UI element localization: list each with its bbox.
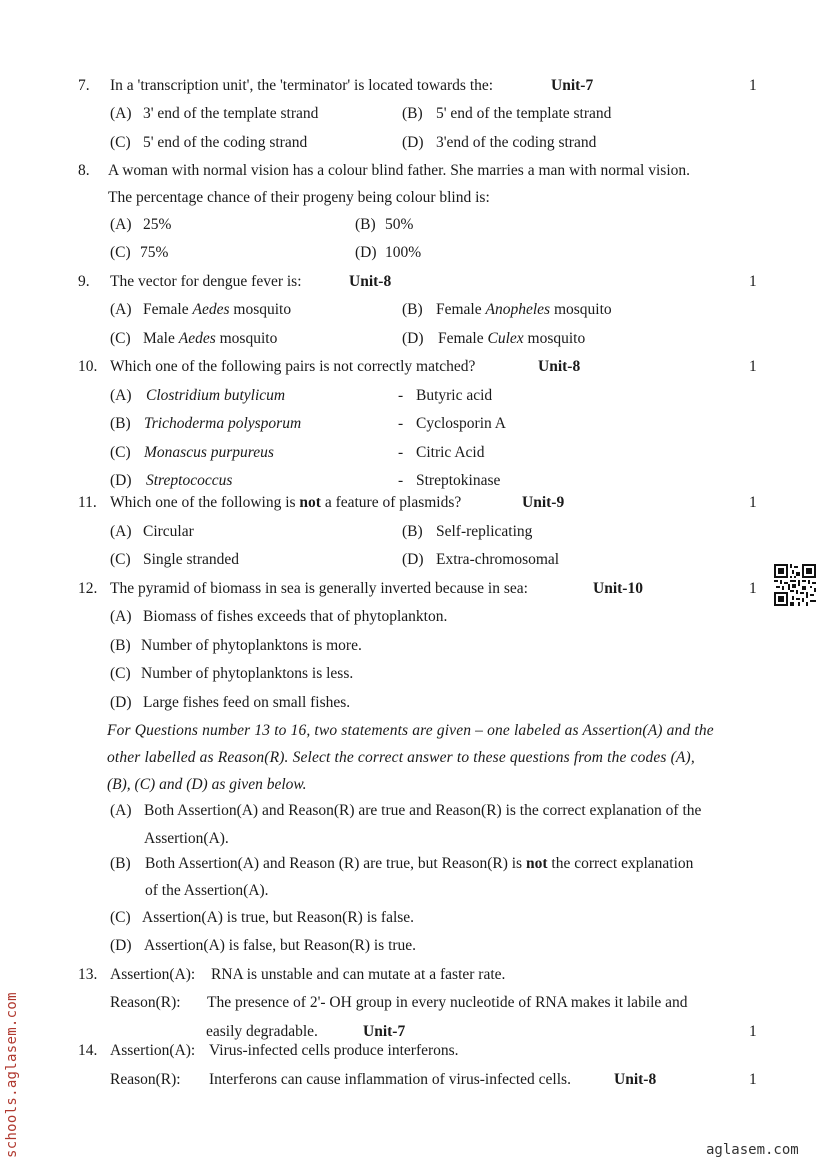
product-name: Cyclosporin A — [416, 415, 506, 432]
code-text: Assertion(A). — [144, 830, 229, 847]
option-text: 5' end of the coding strand — [143, 134, 308, 151]
question-number: 13. — [78, 966, 98, 983]
dash: - — [398, 415, 404, 432]
question-text: The percentage chance of their progeny being colour blind is: — [108, 189, 490, 206]
unit-label: Unit-7 — [551, 77, 594, 94]
qr-code-icon — [774, 564, 816, 606]
question-text — [110, 493, 461, 513]
side-watermark: schools.aglasem.com — [4, 992, 20, 1158]
product-name: Butyric acid — [416, 387, 493, 404]
marks: 1 — [749, 77, 757, 94]
organism-name: Aedes — [192, 301, 230, 318]
code-text: of the Assertion(A). — [145, 882, 269, 899]
option-post: mosquito — [553, 301, 612, 318]
footer-watermark: aglasem.com — [706, 1142, 799, 1158]
option-label: (B) — [402, 523, 423, 540]
option-text: Biomass of fishes exceeds that of phytoplankton. — [143, 608, 448, 625]
code-text-post: the correct explanation — [551, 855, 694, 872]
option-post: mosquito — [219, 330, 278, 347]
organism-name: Trichoderma polysporum — [144, 415, 302, 432]
code-text: Both Assertion(A) and Reason(R) are true and Reason(R) is the correct explanation of the — [144, 802, 702, 819]
question-number: 14. — [78, 1042, 98, 1059]
instruction-line: other labelled as Reason(R). Select the correct answer to these questions from the codes (A), — [107, 749, 695, 766]
option-label: (D) — [110, 472, 132, 489]
option-text — [436, 300, 612, 320]
option-text: Self-replicating — [436, 523, 533, 540]
reason-text: Interferons can cause inflammation of virus-infected cells. — [209, 1071, 571, 1088]
organism-name: Streptococcus — [146, 472, 233, 489]
option-label: (D) — [402, 551, 424, 568]
assertion-text: RNA is unstable and can mutate at a faster rate. — [211, 966, 506, 983]
option-label: (C) — [110, 134, 131, 151]
option-text: Circular — [143, 523, 194, 540]
option-label: (D) — [402, 330, 424, 347]
assertion-label: Assertion(A): — [110, 1042, 196, 1059]
question-text: In a 'transcription unit', the 'terminator' is located towards the: — [110, 77, 494, 94]
emphasis-not: not — [299, 494, 321, 511]
option-text — [438, 329, 585, 349]
option-label: (A) — [110, 301, 132, 318]
option-label: (C) — [110, 330, 131, 347]
option-text — [143, 329, 277, 349]
reason-label: Reason(R): — [110, 1071, 181, 1088]
option-label: (D) — [110, 694, 132, 711]
marks: 1 — [749, 1023, 757, 1040]
code-label: (B) — [110, 855, 131, 872]
option-label: (C) — [110, 665, 131, 682]
reason-text: easily degradable. — [206, 1023, 318, 1040]
organism-name: Culex — [487, 330, 524, 347]
option-text: 100% — [385, 244, 422, 261]
organism-name: Clostridium butylicum — [146, 387, 286, 404]
question-text-pre: Which one of the following is — [110, 494, 296, 511]
marks: 1 — [749, 358, 757, 375]
option-pre: Female — [438, 330, 484, 347]
option-text: Number of phytoplanktons is less. — [141, 665, 354, 682]
option-text: Extra-chromosomal — [436, 551, 560, 568]
option-label: (B) — [110, 415, 131, 432]
option-text: 25% — [143, 216, 172, 233]
code-text: Assertion(A) is true, but Reason(R) is false. — [142, 909, 415, 926]
option-text: 3' end of the template strand — [143, 105, 319, 122]
option-label: (B) — [110, 637, 131, 654]
code-label: (D) — [110, 937, 132, 954]
code-text — [145, 854, 693, 874]
question-text-post: a feature of plasmids? — [324, 494, 462, 511]
option-text: Large fishes feed on small fishes. — [143, 694, 351, 711]
option-label: (B) — [402, 105, 423, 122]
question-text: The vector for dengue fever is: — [110, 273, 302, 290]
unit-label: Unit-8 — [349, 273, 392, 290]
option-label: (A) — [110, 216, 132, 233]
reason-label: Reason(R): — [110, 994, 181, 1011]
option-text: 3'end of the coding strand — [436, 134, 597, 151]
question-number: 11. — [78, 494, 97, 511]
option-label: (A) — [110, 523, 132, 540]
question-number: 9. — [78, 273, 90, 290]
question-number: 10. — [78, 358, 98, 375]
product-name: Citric Acid — [416, 444, 485, 461]
emphasis-not: not — [525, 855, 548, 872]
code-text: Assertion(A) is false, but Reason(R) is true. — [144, 937, 417, 954]
instruction-line: (B), (C) and (D) as given below. — [107, 776, 307, 793]
option-pre: Female — [143, 301, 189, 318]
instruction-line: For Questions number 13 to 16, two statements are given – one labeled as Assertion(A) and the — [107, 722, 714, 739]
option-label: (A) — [110, 387, 132, 404]
option-text: 75% — [140, 244, 169, 261]
reason-text: The presence of 2'- OH group in every nucleotide of RNA makes it labile and — [207, 994, 688, 1011]
question-text: The pyramid of biomass in sea is generally inverted because in sea: — [110, 580, 528, 597]
option-post: mosquito — [527, 330, 586, 347]
question-number: 8. — [78, 162, 90, 179]
option-label: (C) — [110, 551, 131, 568]
unit-label: Unit-10 — [593, 580, 643, 597]
question-number: 12. — [78, 580, 98, 597]
option-label: (A) — [110, 608, 132, 625]
dash: - — [398, 444, 404, 461]
option-text: Single stranded — [143, 551, 239, 568]
question-number: 7. — [78, 77, 90, 94]
option-label: (B) — [402, 301, 423, 318]
option-label: (A) — [110, 105, 132, 122]
dash: - — [398, 387, 404, 404]
organism-name: Aedes — [178, 330, 216, 347]
option-label: (D) — [355, 244, 377, 261]
unit-label: Unit-7 — [363, 1023, 406, 1040]
marks: 1 — [749, 494, 757, 511]
option-label: (C) — [110, 244, 131, 261]
option-label: (C) — [110, 444, 131, 461]
organism-name: Anopheles — [485, 301, 551, 318]
assertion-text: Virus-infected cells produce interferons. — [209, 1042, 459, 1059]
option-text — [143, 300, 291, 320]
code-text-pre: Both Assertion(A) and Reason (R) are true, but Reason(R) is — [145, 855, 523, 872]
code-label: (A) — [110, 802, 132, 819]
option-text: 50% — [385, 216, 414, 233]
marks: 1 — [749, 580, 757, 597]
unit-label: Unit-9 — [522, 494, 565, 511]
option-label: (D) — [402, 134, 424, 151]
marks: 1 — [749, 273, 757, 290]
question-text: A woman with normal vision has a colour blind father. She marries a man with normal vision. — [108, 162, 691, 179]
dash: - — [398, 472, 404, 489]
question-text: Which one of the following pairs is not correctly matched? — [110, 358, 476, 375]
option-text: 5' end of the template strand — [436, 105, 612, 122]
option-text: Number of phytoplanktons is more. — [141, 637, 362, 654]
code-label: (C) — [110, 909, 131, 926]
option-label: (B) — [355, 216, 376, 233]
product-name: Streptokinase — [416, 472, 501, 489]
option-pre: Male — [143, 330, 175, 347]
assertion-label: Assertion(A): — [110, 966, 196, 983]
option-pre: Female — [436, 301, 482, 318]
organism-name: Monascus purpureus — [144, 444, 274, 461]
option-post: mosquito — [233, 301, 292, 318]
marks: 1 — [749, 1071, 757, 1088]
unit-label: Unit-8 — [538, 358, 581, 375]
unit-label: Unit-8 — [614, 1071, 657, 1088]
